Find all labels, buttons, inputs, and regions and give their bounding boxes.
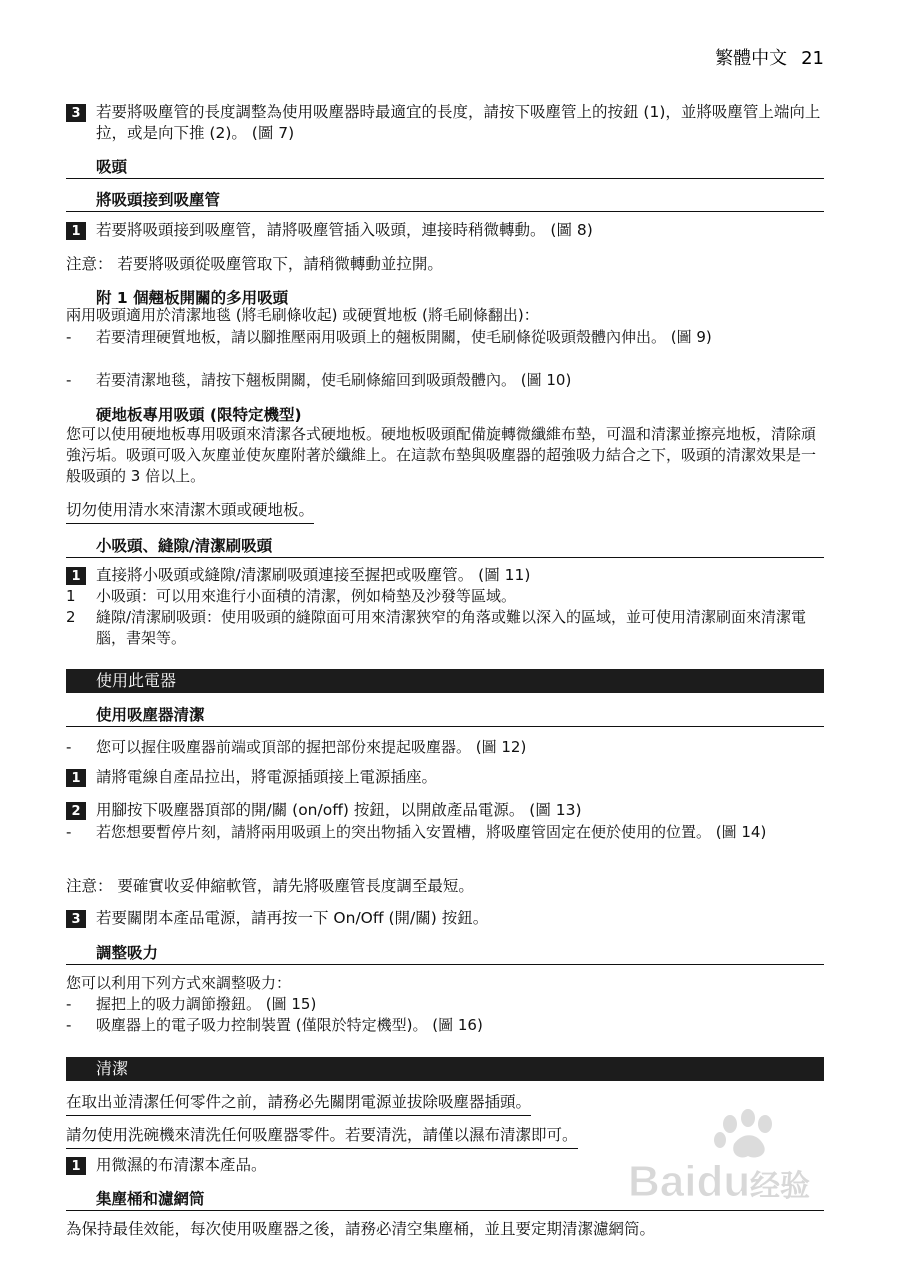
step-number: 1 <box>66 769 86 787</box>
page-header <box>715 44 824 70</box>
step-number: 3 <box>66 104 86 122</box>
divider <box>66 211 824 212</box>
flap-intro: 兩用吸頭適用於清潔地毯 (將毛刷條收起) 或硬質地板 (將毛刷條翻出)： <box>66 306 539 324</box>
subheading-dust-bin: 集塵桶和濾網筒 <box>96 1190 205 1208</box>
subheading-cleaning: 使用吸塵器清潔 <box>96 706 205 724</box>
page-number: 21 <box>801 48 824 69</box>
list-item: - 您可以握住吸塵器前端或頂部的握把部份來提起吸塵器。 (圖 12) <box>66 737 826 758</box>
dust-bin-text: 為保持最佳效能，每次使用吸塵器之後，請務必清空集塵桶，並且要定期清潔濾網筒。 <box>66 1220 656 1238</box>
divider <box>66 557 824 558</box>
watermark-text: Baidu <box>628 1157 751 1206</box>
list-item: 1 小吸頭：可以用來進行小面積的清潔，例如椅墊及沙發等區域。 <box>66 586 826 607</box>
list-item-text: 小吸頭：可以用來進行小面積的清潔，例如椅墊及沙發等區域。 <box>96 587 517 605</box>
list-item-text: 若要清理硬質地板，請以腳推壓兩用吸頭上的翹板開關，使毛刷條從吸頭殼體內伸出。 (圖 9) <box>96 328 712 346</box>
list-item-text: 握把上的吸力調節撥鈕。 (圖 15) <box>96 995 317 1013</box>
step-text: 用腳按下吸塵器頂部的開/關 (on/off) 按鈕，以開啟產品電源。 (圖 13) <box>96 801 582 819</box>
step-text: 若要將吸頭接到吸塵管，請將吸塵管插入吸頭，連接時稍微轉動。 (圖 8) <box>96 221 593 239</box>
step-number: 1 <box>66 222 86 240</box>
watermark-cn: 经验 <box>750 1169 810 1204</box>
divider <box>66 178 824 179</box>
list-item: - 吸塵器上的電子吸力控制裝置 (僅限於特定機型)。 (圖 16) <box>66 1015 826 1036</box>
subheading-suction: 調整吸力 <box>96 944 159 962</box>
step-text: 若要關閉本產品電源，請再按一下 On/Off (開/關) 按鈕。 <box>96 909 489 927</box>
list-item: - 若要清潔地毯，請按下翹板開關，使毛刷條縮回到吸頭殼體內。 (圖 10) <box>66 370 826 391</box>
subheading-flap: 附 1 個翹板開關的多用吸頭 <box>96 289 289 307</box>
list-item-text: 您可以握住吸塵器前端或頂部的握把部份來提起吸塵器。 (圖 12) <box>96 738 527 756</box>
suction-intro: 您可以利用下列方式來調整吸力： <box>66 974 292 992</box>
subheading-hard-floor: 硬地板專用吸頭 (限特定機型) <box>96 406 302 424</box>
paw-logo-icon <box>622 1102 842 1212</box>
warning: 請勿使用洗碗機來清洗任何吸塵器零件。若要清洗，請僅以濕布清潔即可。 <box>66 1123 578 1149</box>
section-heading-nozzle: 吸頭 <box>96 158 128 176</box>
list-item: 2 縫隙/清潔刷吸頭：使用吸頭的縫隙面可用來清潔狹窄的角落或難以深入的區域，並可使用清潔刷面來清潔電腦，書架等。 <box>66 607 826 649</box>
step-number: 2 <box>66 802 86 820</box>
list-item-text: 若您想要暫停片刻，請將兩用吸頭上的突出物插入安置槽，將吸塵管固定在便於使用的位置。 (圖 14) <box>96 823 767 841</box>
header-language: 繁體中文 <box>715 48 788 69</box>
list-item-text: 縫隙/清潔刷吸頭：使用吸頭的縫隙面可用來清潔狹窄的角落或難以深入的區域，並可使用清潔刷面來清潔電腦，書架等。 <box>96 608 807 647</box>
list-item: - 握把上的吸力調節撥鈕。 (圖 15) <box>66 994 826 1015</box>
warning: 在取出並清潔任何零件之前，請務必先關閉電源並拔除吸塵器插頭。 <box>66 1090 531 1116</box>
divider <box>66 964 824 965</box>
step-text: 直接將小吸頭或縫隙/清潔刷吸頭連接至握把或吸塵管。 (圖 11) <box>96 566 531 584</box>
baidu-watermark <box>622 1102 842 1216</box>
subheading-attach: 將吸頭接到吸塵管 <box>96 191 221 209</box>
step-number: 3 <box>66 910 86 928</box>
list-item: - 若要清理硬質地板，請以腳推壓兩用吸頭上的翹板開關，使毛刷條從吸頭殼體內伸出。 (圖 9) <box>66 327 826 348</box>
step-number: 1 <box>66 567 86 585</box>
list-item-text: 若要清潔地毯，請按下翹板開關，使毛刷條縮回到吸頭殼體內。 (圖 10) <box>96 371 572 389</box>
subheading-small: 小吸頭、縫隙/清潔刷吸頭 <box>96 537 273 555</box>
note: 注意： 要確實收妥伸縮軟管，請先將吸塵管長度調至最短。 <box>66 877 474 895</box>
section-bar-cleaning: 清潔 <box>66 1057 824 1081</box>
list-item-text: 吸塵器上的電子吸力控制裝置 (僅限於特定機型)。 (圖 16) <box>96 1016 483 1034</box>
step-text: 若要將吸塵管的長度調整為使用吸塵器時最適宜的長度，請按下吸塵管上的按鈕 (1)，並將吸塵管上端向上拉，或是向下推 (2)。 (圖 7) <box>96 103 821 142</box>
list-item: - 若您想要暫停片刻，請將兩用吸頭上的突出物插入安置槽，將吸塵管固定在便於使用的位置。 (圖 14) <box>66 822 826 843</box>
step-number: 1 <box>66 1157 86 1175</box>
hard-floor-text: 您可以使用硬地板專用吸頭來清潔各式硬地板。硬地板吸頭配備旋轉微纖維布墊，可溫和清潔並擦亮地板，清除頑強污垢。吸頭可吸入灰塵並使灰塵附著於纖維上。在這款布墊與吸塵器的超強吸力結合之下，吸頭的清潔效果是一般吸頭的 3 倍以上。 <box>66 425 817 485</box>
warning: 切勿使用清水來清潔木頭或硬地板。 <box>66 498 314 524</box>
step-text: 請將電線自產品拉出，將電源插頭接上電源插座。 <box>96 768 438 786</box>
note: 注意： 若要將吸頭從吸塵管取下，請稍微轉動並拉開。 <box>66 255 443 273</box>
step-text: 用微濕的布清潔本產品。 <box>96 1156 267 1174</box>
section-bar-use: 使用此電器 <box>66 669 824 693</box>
divider <box>66 726 824 727</box>
